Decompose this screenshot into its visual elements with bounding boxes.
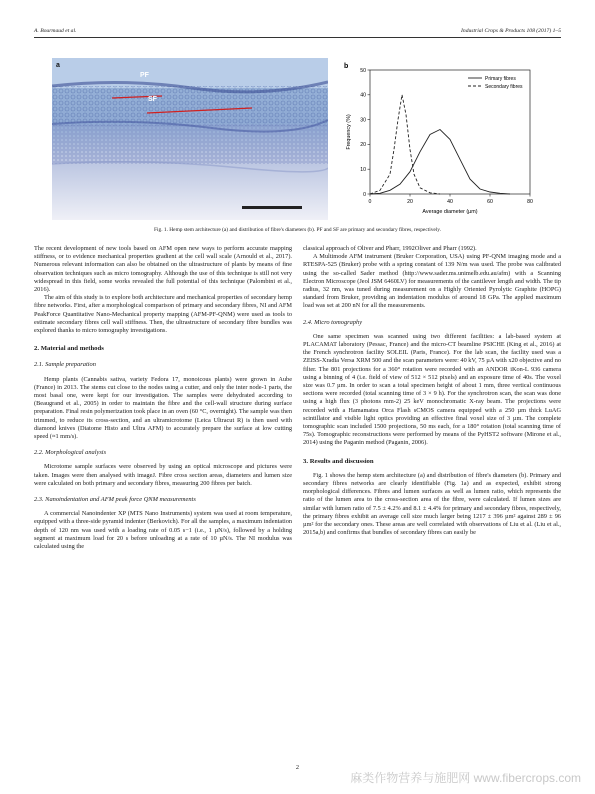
y-axis-label: Frequency (%) <box>346 114 352 150</box>
subsection-heading-2-3: 2.3. Nanoindentation and AFM peak force QNM measurements <box>34 496 196 504</box>
chart-svg <box>340 58 544 220</box>
legend-label: Primary fibres <box>485 75 516 82</box>
micro-tomography-paragraph: One same specimen was scanned using two different facilities: a lab-based system at PLACAMAT laboratory (Pessac, France) and the micro-CT beamline PSICHE (King et al., 2016) at the French synchrotron facility SOLEIL (Paris, France). For the lab scan, the facility used was a ZEISS-Xradia Versa XRM 500 and the scan parameters were: 40 kV, 75 µA with x20 objective and no filter. The 801 projections for a 360° rotation were recorded with an ANDOR iKon-L 936 camera using a binning of 4 (i.e. field of view of 512 × 512 pixels) and an exposure time of 40s. The voxel size was 0.7 µm. In order to scan a total specimen height of about 1 mm, three vertical continuous sections were recorded (total scanning time of 3 × 9 h). For the synchrotron scan, the scan was done using a high flux (3 photons mm-2) 25 keV monochromatic X-ray beam. The projections were recorded with a Hamamatsu Orca Flash sCMOS camera equipped with a 250 µm thick LuAG scintillator and visible light optics providing an effective final voxel size of 3 µm. The complete tomographic scan included 1500 projections, 50 ms each, for a 180° rotation (total scanning time of 75s). Tomographic reconstructions were performed by means of the PyHST2 software (Mirone et al., 2014) using the Paganin method (Paganin, 2006). <box>303 332 562 447</box>
series-line-primary-fibres <box>370 130 510 195</box>
section-heading-results: 3. Results and discussion <box>303 457 374 465</box>
running-header-authors: A. Bourmaud et al. <box>34 28 77 34</box>
pf-label: PF <box>140 72 149 79</box>
micrograph-illustration <box>52 58 328 220</box>
sf-label: SF <box>148 96 157 103</box>
y-tick-label: 10 <box>360 167 366 173</box>
x-tick-label: 0 <box>368 199 372 205</box>
diameter-distribution-chart <box>340 58 544 220</box>
sample-preparation-paragraph: Hemp plants (Cannabis sativa, variety Fedora 17, monoicous plants) were grown in Aube (France) in 2013. The stems cut close to the nodes using a cutter, and only the inter node-1 parts, the most basal one, were kept for our investigation. The samples were dehydrated according to (Beaugrand et al., 2005) in order to maintain the fibre and the cell-wall structure during surface preparation. Final resin polymerization took place in an oven (60 °C, overnight). The sample was then trimmed, to reduce its cross-section, and an ultramicrotome (Leica Ultracut R) is then used with diamond knives (Diatome Histo and Ultra AFM) to accurately prepare the surface at low cutting speed (≈1 mm/s). <box>34 375 292 441</box>
watermark: 麻类作物营养与施肥网 www.fibercrops.com <box>350 771 581 785</box>
panel-a-label: a <box>56 62 60 69</box>
right-column <box>303 245 561 538</box>
results-paragraph: Fig. 1 shows the hemp stem architecture (a) and distribution of fibre's diameters (b). Primary and secondary fibres networks are clearly identifiable (Fig. 1a) and as expected, exhibit strong morphological differences. Fibres and lumen surfaces as well as lumen ratio, which represents the ratio of the lumen area to the cross-section area of the fibre, were calculated. If lumen sizes are similar with lumen ratio of 7.5 ± 4.2% and 8.1 ± 4.4% for primary and secondary fibres, respectively, the primary fibres exhibit an average cell size much larger being 1217 ± 396 µm² against 289 ± 96 µm² for the secondary ones. These areas are well correlated with observations of Liu et al. (Liu et al., 2015a,b) and confirms that bundles of secondary fibres can easily be <box>303 471 561 537</box>
legend-label: Secondary fibres <box>485 83 523 90</box>
y-tick-label: 0 <box>363 191 366 198</box>
section-heading-methods: 2. Material and methods <box>34 345 104 353</box>
header-rule <box>34 37 561 38</box>
y-tick-label: 40 <box>360 92 366 99</box>
figure-caption: Fig. 1. Hemp stem architecture (a) and distribution of fibre's diameters (b). PF and SF are primary and secondary fibres, respectively. <box>154 227 441 233</box>
x-tick-label: 40 <box>447 199 453 205</box>
x-axis-label: Average diameter (µm) <box>422 209 478 215</box>
figure-1 <box>52 58 544 220</box>
nanoindentation-paragraph: A commercial Nanoindenter XP (MTS Nano Instruments) system was used at room temperature, equipped with a three-side pyramid indenter (Berkovich). For all the samples, a maximum indentation depth of 120 nm was used with a loading rate of 0.05 s−1 (i.e., 1 µN/s), followed by a holding segment at maximum load for 20 s before unloading at a rate of 10 µN/s. The NI modulus was calculated using the <box>34 510 292 551</box>
morphological-analysis-paragraph: Microtome sample surfaces were observed by using an optical microscope and pictures were taken. Images were then analysed with imageJ. Fibre cross section areas, diameters and lumen size were calculated on both primary and secondary fibres, measuring 200 fibres per batch. <box>34 463 292 487</box>
intro-paragraph-2: The aim of this study is to explore both architecture and mechanical properties of secondary hemp fibre networks. First, after a morphological comparison of primary and secondary fibres, NI and AFM PeakForce Quantitative Nano-Mechanical property mapping (AFM-PF-QNM) were used as tools to estimate secondary fibres cell wall stiffness. Then, the ultrastructure of secondary fibre bundles was explored thanks to micro tomography investigations. <box>34 294 292 335</box>
micrograph-image <box>52 58 328 220</box>
y-tick-label: 50 <box>360 67 366 74</box>
left-column <box>34 245 292 551</box>
x-tick-label: 60 <box>487 199 493 205</box>
x-tick-label: 80 <box>527 199 533 205</box>
continued-paragraph: classical approach of Oliver and Pharr, 1992Oliver and Pharr (1992). <box>303 245 477 252</box>
subsection-heading-2-1: 2.1. Sample preparation <box>34 361 96 369</box>
panel-b-label: b <box>344 63 349 70</box>
subsection-heading-2-2: 2.2. Morphological analysis <box>34 449 107 457</box>
x-tick-label: 20 <box>407 199 413 205</box>
running-header-journal: Industrial Crops & Products 108 (2017) 1–5 <box>461 28 561 34</box>
page-number: 2 <box>295 764 300 771</box>
intro-paragraph-1: The recent development of new tools based on AFM open new ways to perform accurate mapping stiffness, or to evidence mechanical properties gradient at the cell wall scale (Arnould et al., 2017). Numerous relevant information can also be obtained on the ultrastructure of plants by means of fine observation techniques such as micro tomography. Although the use of this technique is still not very widespread in this field, some works revealed the full potential of this technique (Palombini et al., 2016). <box>34 245 292 294</box>
y-tick-label: 20 <box>360 142 366 149</box>
afm-paragraph: A Multimode AFM instrument (Bruker Corporation, USA) using PF-QNM imaging mode and a RTESPA-525 (Bruker) probe with a spring constant of 139 N/m was used. The probe was calibrated using the so-called Sader method (http://www.sader.ms.unimelb.edu.au/afm) with a Scanning Electron Microscope (Jeol JSM 6460LV) for measurements of the cantilever length and width. The tip radius, 32 nm, was tuned during measurement on a Highly Oriented Pyrolytic Graphite (HOPG) standard from Bruker, providing an indentation modulus of around 18 GPa. The applied maximum load was set at 200 nN for all the measurements. <box>303 253 561 310</box>
y-tick-label: 30 <box>360 117 366 124</box>
subsection-heading-2-4: 2.4. Micro tomography <box>303 318 363 326</box>
series-line-secondary-fibres <box>370 95 440 194</box>
